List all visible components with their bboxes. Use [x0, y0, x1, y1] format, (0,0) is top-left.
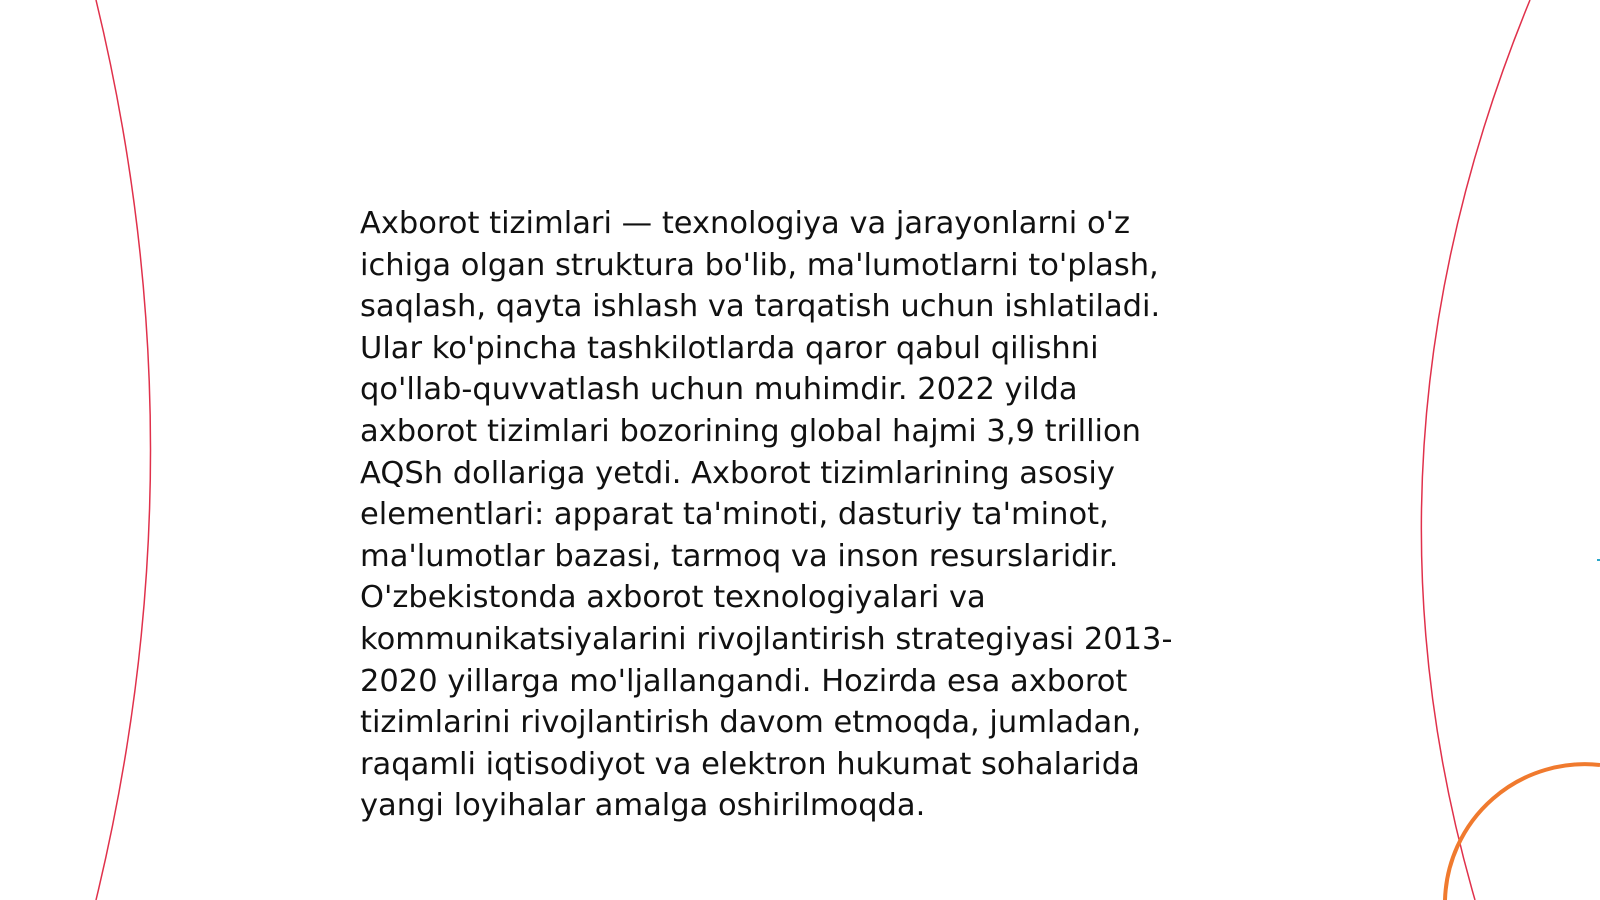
orange-accent-arc	[1445, 764, 1600, 900]
body-paragraph: Axborot tizimlari — texnologiya va jarayonlarni o'z ichiga olgan struktura bo'lib, ma'lumotlarni to'plash, saqlash, qayta ishlash va tarqatish uchun ishlatiladi. Ular ko'pincha tashkilotlarda qaror qabul qilishni qo'llab-quvvatlash uchun muhimdir. 2022 yilda axborot tizimlari bozorining global hajmi 3,9 trillion AQSh dollariga yetdi. Axborot tizimlarining asosiy elementlari: apparat ta'minoti, dasturiy ta'minot, ma'lumotlar bazasi, tarmoq va inson resurslaridir. O'zbekistonda axborot texnologiyalari va kommunikatsiyalarini rivojlantirish strategiyasi 2013- 2020 yillarga mo'ljallangandi. Hozirda esa axborot tizimlarini rivojlantirish davom etmoqda, jumladan, raqamli iqtisodiyot va elektron hukumat sohalarida yangi loyihalar amalga oshirilmoqda.	[360, 206, 1173, 824]
left-arc-line	[96, 0, 151, 900]
right-arc-line	[1421, 0, 1530, 900]
